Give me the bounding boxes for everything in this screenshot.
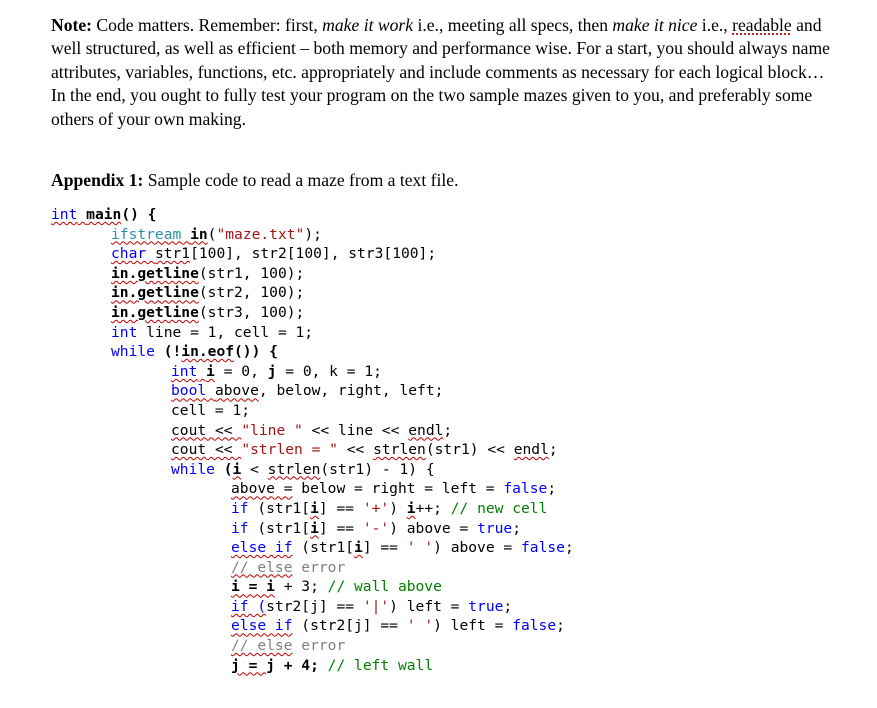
code-comment: // wall above: [327, 578, 442, 596]
code-token: while: [111, 343, 155, 361]
code-token: [197, 363, 206, 380]
code-token: above: [214, 382, 259, 400]
code-comment: // else: [231, 637, 293, 655]
code-token: ;: [512, 519, 522, 537]
note-make-it-work: make it work: [322, 15, 414, 35]
note-text-3: i.e.,: [697, 15, 733, 35]
note-text-4: and well structured, as well as efficient – both memory and performance wise. For a start, you should always name attributes, variables, functions, etc. appropriately and include comments as necessary for each logical block… In the end, you ought to fully test your program on the two sample mazes given to you, and preferably some others of your own making.: [51, 15, 830, 129]
code-line: [51, 597, 574, 617]
code-comment: error: [292, 558, 346, 576]
code-token: '-': [362, 519, 390, 537]
code-token: in.getline: [111, 303, 199, 321]
code-token: while: [171, 460, 215, 478]
code-token: (str3, 100);: [198, 303, 305, 321]
note-readable: readable: [732, 15, 792, 35]
code-token: i: [310, 499, 319, 517]
note-text-2: i.e., meeting all specs, then: [413, 15, 613, 35]
code-token: i: [206, 362, 215, 380]
code-token: above =: [231, 480, 293, 498]
code-token: ] ==: [318, 519, 363, 537]
code-token: in.eof: [181, 343, 235, 361]
code-token: (str1[: [248, 499, 311, 517]
code-token: false: [521, 539, 565, 557]
code-line: [51, 264, 574, 284]
code-token: [181, 226, 190, 243]
note-text-1: Code matters. Remember: first,: [92, 15, 323, 35]
code-token: in: [190, 225, 208, 243]
code-token: cell = 1;: [171, 401, 251, 419]
code-token: '|': [362, 597, 390, 615]
code-token: char: [111, 245, 147, 263]
code-token: j: [267, 362, 277, 380]
code-token: ;: [564, 539, 574, 557]
code-line: [51, 460, 574, 480]
code-token: true: [477, 519, 513, 537]
code-token: bool: [171, 382, 207, 400]
code-token: int: [171, 362, 198, 380]
code-token: str1: [154, 245, 191, 263]
code-token: ] ==: [318, 499, 363, 517]
code-token: cout: [171, 421, 207, 439]
code-token: <<: [206, 441, 242, 459]
code-line: [51, 381, 574, 401]
code-token: main: [86, 206, 122, 223]
code-token: ] ==: [362, 539, 407, 557]
code-token: int: [111, 323, 138, 341]
code-token: true: [468, 597, 504, 615]
code-line: [51, 479, 574, 499]
code-token: + 3;: [274, 578, 328, 596]
code-comment: error: [292, 637, 346, 655]
code-token: <: [241, 460, 268, 478]
code-line: [51, 244, 574, 264]
appendix-text: Sample code to read a maze from a text file.: [143, 170, 459, 190]
code-token: "maze.txt": [216, 225, 305, 243]
code-token: in.getline: [111, 284, 199, 302]
code-token: i: [354, 539, 363, 557]
code-comment: // else: [231, 558, 293, 576]
code-line: [51, 656, 574, 676]
code-token: str2[j] ==: [266, 597, 363, 615]
code-token: false: [512, 617, 557, 635]
code-token: (str1) - 1) {: [320, 460, 435, 478]
code-token: ) left =: [433, 617, 513, 635]
code-token: ;: [503, 597, 513, 615]
code-token: if: [231, 519, 249, 537]
code-line: [51, 440, 574, 460]
code-token: "strlen = ": [241, 441, 338, 459]
code-line: [51, 225, 574, 245]
code-line: [51, 499, 574, 519]
code-token: <<: [337, 441, 374, 459]
code-token: ()) {: [234, 343, 278, 361]
code-token: else if: [231, 617, 293, 635]
code-line: [51, 205, 574, 225]
code-line: [51, 323, 574, 343]
code-token: , below, right, left;: [258, 382, 444, 400]
code-line: [51, 577, 574, 597]
code-token: (str1, 100);: [198, 264, 305, 282]
code-token: ;: [547, 480, 557, 498]
code-line: [51, 636, 574, 656]
code-line: [51, 616, 574, 636]
code-token: ) above =: [389, 519, 478, 537]
code-token: << line <<: [302, 421, 409, 439]
code-token: [77, 206, 86, 223]
code-token: below = right = left =: [292, 480, 504, 498]
code-token: cout: [171, 441, 207, 459]
note-label: Note:: [51, 15, 93, 35]
code-line: [51, 342, 574, 362]
appendix-label: Appendix 1:: [51, 170, 144, 190]
code-line: [51, 519, 574, 539]
code-line: [51, 362, 574, 382]
code-token: = 0, k = 1;: [276, 362, 382, 380]
code-token: (str2[j] ==: [292, 617, 407, 635]
code-token: strlen: [267, 460, 321, 478]
code-token: endl: [513, 441, 549, 459]
code-token: () {: [121, 206, 157, 223]
code-token: <<: [206, 421, 242, 439]
code-line: [51, 421, 574, 441]
code-token: [100], str2[100], str3[100];: [190, 245, 437, 263]
code-token: ;: [548, 441, 558, 459]
code-token: ) left =: [389, 597, 469, 615]
code-token: (!: [154, 343, 182, 361]
code-token: [146, 245, 155, 262]
code-token: else if: [231, 539, 293, 557]
code-token: i: [232, 460, 242, 478]
code-line: [51, 558, 574, 578]
code-token: ' ': [406, 617, 434, 635]
code-token: line = 1, cell = 1;: [137, 323, 314, 341]
code-block: [51, 205, 574, 675]
code-token: if: [231, 499, 249, 517]
code-token: i: [310, 519, 319, 537]
note-make-it-nice: make it nice: [612, 15, 698, 35]
code-token: ): [389, 499, 407, 517]
code-token: );: [304, 225, 322, 243]
code-token: = 0,: [214, 362, 268, 380]
code-token: ;: [443, 421, 453, 439]
code-token: ) above =: [433, 539, 521, 557]
code-line: [51, 401, 574, 421]
code-comment: // left wall: [327, 656, 434, 674]
code-token: ;: [556, 617, 565, 635]
code-token: (: [207, 225, 217, 243]
code-token: '+': [362, 499, 390, 517]
code-token: i: [406, 499, 416, 517]
code-token: j =: [231, 656, 267, 674]
code-token: int: [51, 206, 78, 223]
note-paragraph: [51, 14, 841, 131]
code-token: ifstream: [111, 225, 182, 243]
code-token: j + 4;: [266, 656, 328, 674]
code-token: i = i: [231, 578, 275, 596]
appendix-heading: [51, 168, 841, 192]
code-token: (str1[: [292, 539, 355, 557]
code-line: [51, 538, 574, 558]
code-token: ++;: [415, 499, 451, 517]
code-token: strlen: [373, 441, 426, 459]
code-line: [51, 283, 574, 303]
code-token: [206, 382, 215, 399]
code-comment: // new cell: [450, 499, 548, 517]
code-token: ' ': [406, 539, 434, 557]
code-line: [51, 303, 574, 323]
code-token: (str1[: [248, 519, 311, 537]
code-token: false: [503, 480, 548, 498]
code-token: (str1) <<: [425, 441, 514, 459]
code-token: if (: [231, 597, 267, 615]
code-token: endl: [408, 421, 444, 439]
code-token: in.getline: [111, 264, 199, 282]
code-token: "line ": [241, 421, 303, 439]
code-token: (: [214, 460, 233, 478]
code-token: (str2, 100);: [198, 284, 305, 302]
